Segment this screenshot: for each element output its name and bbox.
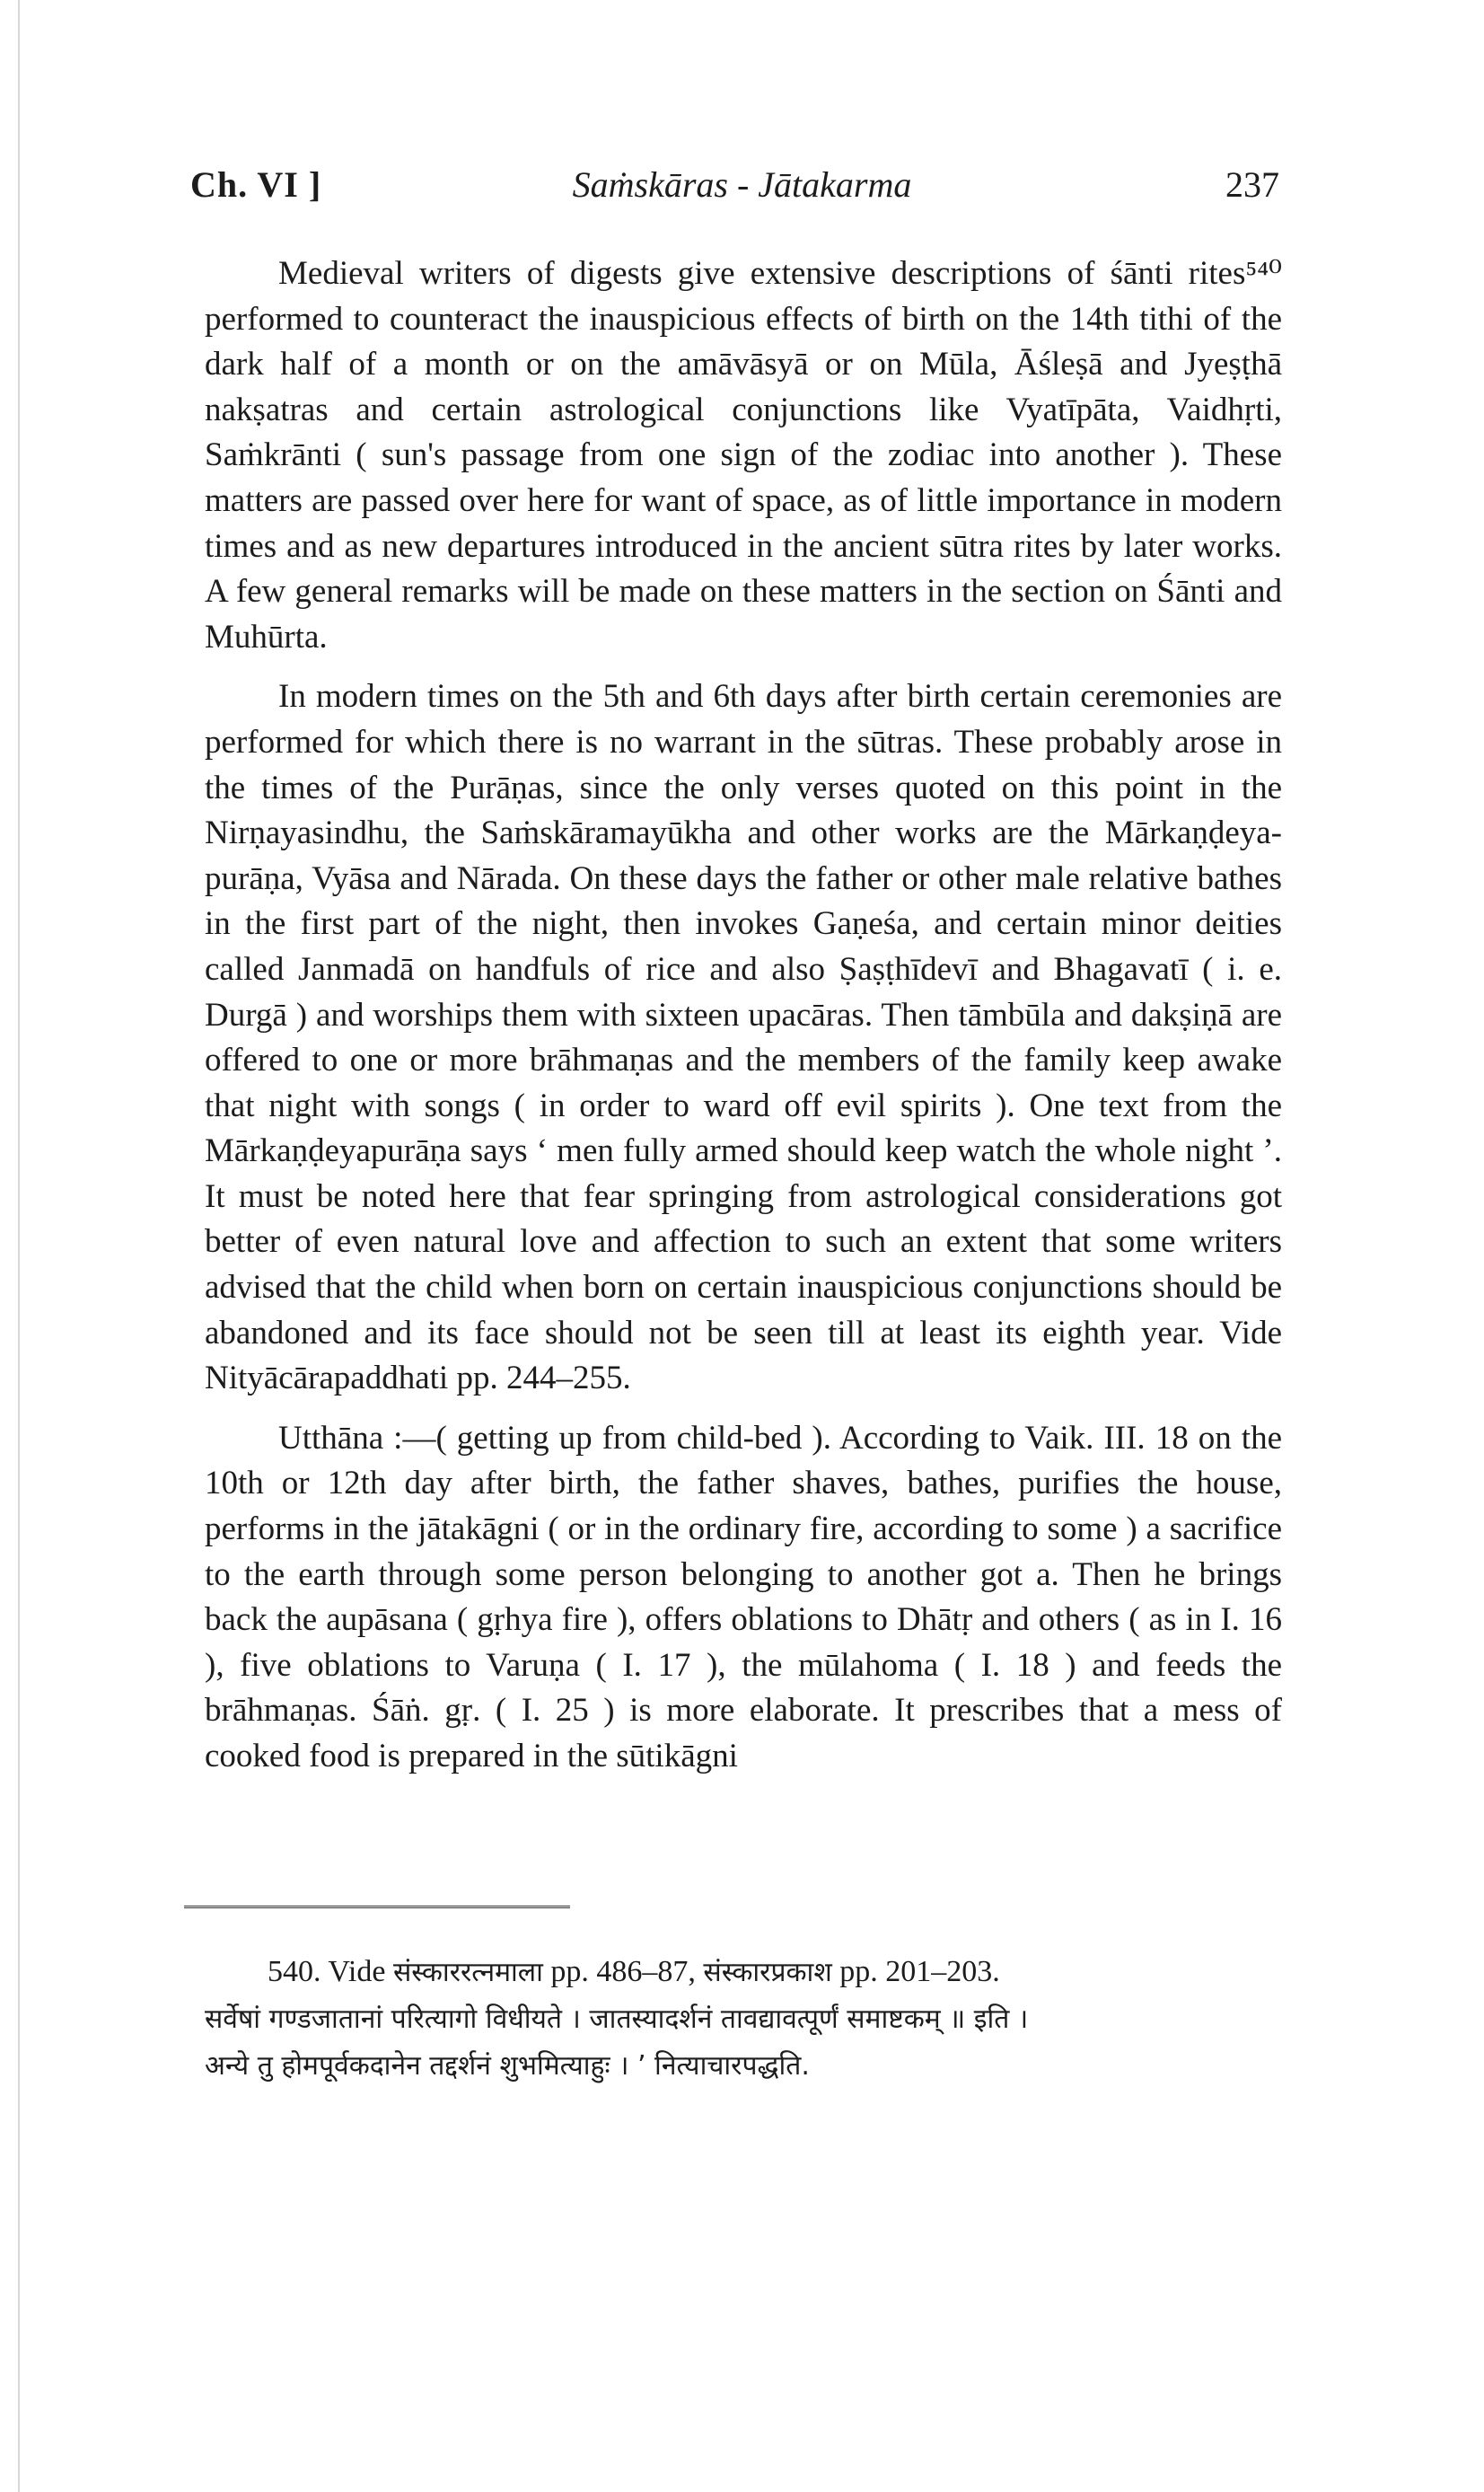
page-header: [0, 153, 1484, 216]
footnote-ref-sanskaraprakasha: संस्कारप्रकाश: [703, 1957, 832, 1988]
paragraph-modern-ceremonies: In modern times on the 5th and 6th days after birth certain ceremonies are performed for which there is no warrant in the sūtras. These probably arose in the times of the Purāṇas, since the only verses quoted on this point in the Nirṇayasindhu, the Saṁskāramayūkha and other works are the Mārkaṇḍeya-purāṇa, Vyāsa and Nārada. On these days the father or other male relative bathes in the first part of the night, then invokes Gaṇeśa, and certain minor deities called Janmadā on handfuls of rice and also Ṣaṣṭhīdevī and Bhagavatī ( i. e. Durgā ) and worships them with sixteen upacāras. Then tāmbūla and dakṣiṇā are offered to one or more brāhmaṇas and the members of the family keep awake that night with songs ( in order to ward off evil spirits ). One text from the Mārkaṇḍeyapurāṇa says ‘ men fully armed should keep watch the whole night ’. It must be noted here that fear springing from astrological considerations got better of even natural love and affection to such an extent that some writers advised that the child when born on certain inauspicious conjunctions should be abandoned and its face should not be seen till at least its eighth year. Vide Nityācārapaddhati pp. 244–255.: [205, 678, 1282, 1397]
footnote-line-2: सर्वेषां गण्डजातानां परित्यागो विधीयते । जातस्यादर्शनं तावद्यावत्पूर्णं समाष्टकम् ॥ इति ।: [205, 2003, 1029, 2035]
page-number: 237: [1225, 164, 1279, 205]
footnote-prefix: 540. Vide: [268, 1955, 386, 1988]
footnote-pages-1: pp. 486–87,: [550, 1955, 696, 1988]
margin-line: [18, 0, 20, 2492]
chapter-label: Ch. VI ]: [190, 164, 322, 205]
paragraph-santi-rites: Medieval writers of digests give extensive descriptions of śānti rites⁵⁴⁰ performed to counteract the inauspicious effects of birth on the 14th tithi of the dark half of a month or on the amāvāsyā or on Mūla, Āśleṣā and Jyeṣṭhā nakṣatras and certain astrological conjunctions like Vyatīpāta, Vaidhṛti, Saṁkrānti ( sun's passage from one sign of the zodiac into another ). These matters are passed over here for want of space, as of little importance in modern times and as new departures introduced in the ancient sūtra rites by later works. A few general remarks will be made on these matters in the section on Śānti and Muhūrta.: [205, 255, 1282, 656]
footnote-540: [205, 1949, 1282, 2090]
footnote-rule: [184, 1906, 570, 1908]
body-text: [205, 251, 1282, 1780]
running-title: Saṁskāras - Jātakarma: [572, 164, 912, 205]
footnote-pages-2: pp. 201–203.: [839, 1955, 1000, 1988]
footnote-ref-sanskararatnamala: संस्काररत्नमाला: [392, 1957, 543, 1988]
footnote-line-3: अन्ये तु होमपूर्वकदानेन तद्दर्शनं शुभमित्याहुः । ’ नित्याचारपद्धति.: [205, 2050, 810, 2082]
paragraph-utthana: Utthāna :—( getting up from child-bed ). According to Vaik. III. 18 on the 10th or 12th day after birth, the father shaves, bathes, purifies the house, performs in the jātakāgni ( or in the ordinary fire, according to some ) a sacrifice to the earth through some person belonging to another got a. Then he brings back the aupāsana ( gṛhya fire ), offers oblations to Dhātṛ and others ( as in I. 16 ), five oblations to Varuṇa ( I. 17 ), the mūlahoma ( I. 18 ) and feeds the brāhmaṇas. Śāṅ. gṛ. ( I. 25 ) is more elaborate. It prescribes that a mess of cooked food is prepared in the sūtikāgni: [205, 1419, 1282, 1774]
footnote-line-1: [205, 1949, 1282, 1996]
